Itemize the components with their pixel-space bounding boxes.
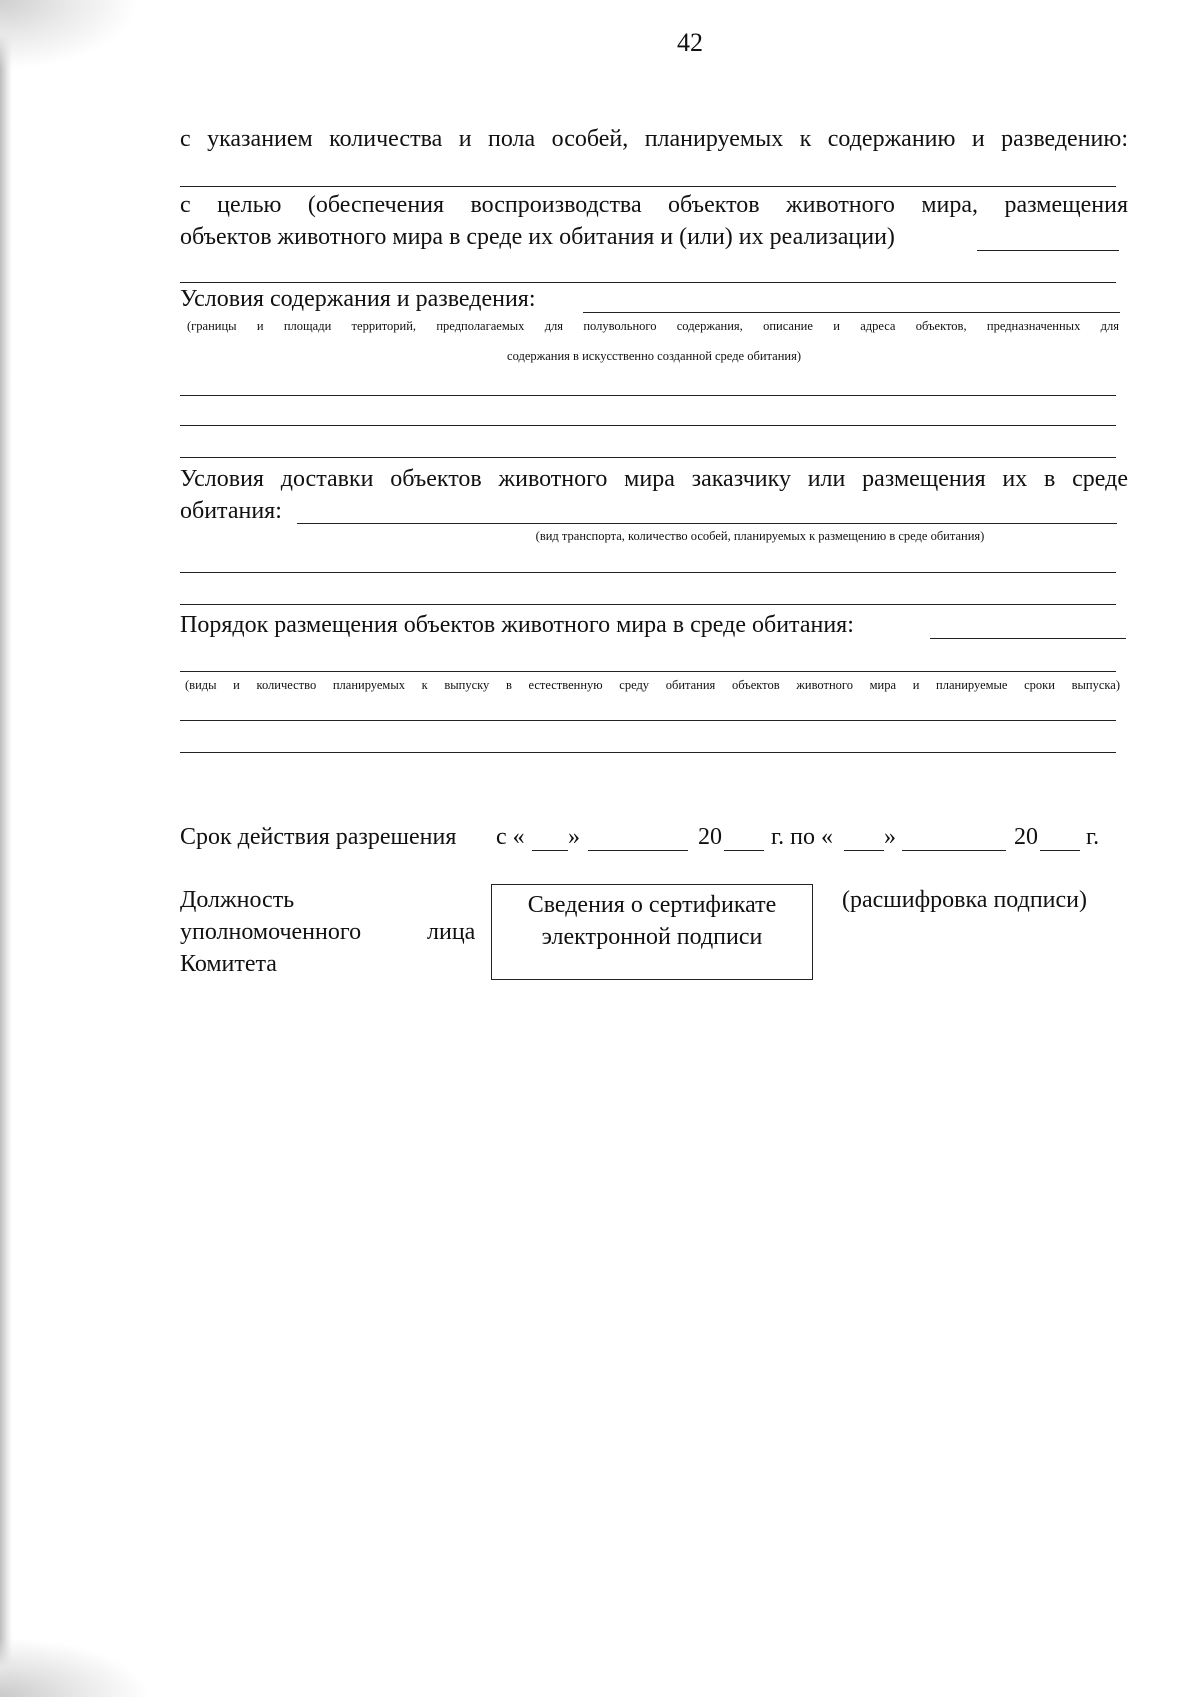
validity-year-suffix: г.: [1086, 824, 1100, 850]
delivery-text-line1: Условия доставки объектов животного мира заказчику или размещения их в среде: [180, 466, 1128, 492]
purpose-text-line2: объектов животного мира в среде их обитания и (или) их реализации): [180, 224, 895, 250]
signature-certificate-box: [491, 884, 813, 980]
certificate-line1: Сведения о сертификате: [527, 892, 777, 918]
placement-label: Порядок размещения объектов животного мира в среде обитания:: [180, 612, 854, 638]
blank-line: [180, 671, 1116, 672]
delivery-hint: (вид транспорта, количество особей, планируемых к размещению в среде обитания): [535, 529, 985, 543]
validity-to-prefix: г. по «: [771, 824, 833, 850]
blank-line: [180, 604, 1116, 605]
validity-year-prefix: 20: [698, 824, 722, 850]
position-label-line2: уполномоченного: [180, 919, 362, 945]
validity-year-prefix: 20: [1014, 824, 1038, 850]
page-number: 42: [677, 28, 703, 57]
blank-line: [180, 425, 1116, 426]
delivery-text-line2: обитания:: [180, 498, 282, 524]
blank-line: [180, 572, 1116, 573]
validity-label: Срок действия разрешения: [180, 824, 457, 850]
blank-line: [180, 752, 1116, 753]
conditions-hint-line2: содержания в искусственно созданной среде обитания): [507, 349, 801, 363]
blank-line: [1040, 850, 1080, 851]
validity-from-prefix: с «: [496, 824, 525, 850]
blank-line: [180, 720, 1116, 721]
blank-line: [180, 282, 1116, 283]
blank-line: [180, 186, 1116, 187]
scan-shadow-left: [0, 0, 12, 1697]
blank-line: [180, 457, 1116, 458]
placement-hint: (виды и количество планируемых к выпуску в естественную среду обитания объектов животного мира и планируемые сроки выпуска): [185, 678, 1120, 692]
blank-line: [724, 850, 764, 851]
blank-line: [977, 250, 1119, 251]
validity-quote-close: »: [884, 824, 896, 850]
quantity-sex-text: с указанием количества и пола особей, планируемых к содержанию и разведению:: [180, 126, 1128, 152]
blank-line: [844, 850, 884, 851]
blank-line: [588, 850, 688, 851]
signature-decoding: (расшифровка подписи): [842, 887, 1087, 913]
blank-line: [902, 850, 1006, 851]
scan-artifact-bottom: [0, 1637, 150, 1697]
position-label-line2-end: лица: [427, 919, 476, 945]
blank-line: [180, 395, 1116, 396]
blank-line: [297, 523, 1117, 524]
position-label-line1: Должность: [180, 887, 295, 913]
blank-line: [532, 850, 568, 851]
certificate-line2: электронной подписи: [541, 924, 763, 950]
validity-quote-close: »: [568, 824, 580, 850]
conditions-label: Условия содержания и разведения:: [180, 286, 536, 312]
blank-line: [583, 312, 1120, 313]
position-label-line3: Комитета: [180, 951, 277, 977]
conditions-hint-line1: (границы и площади территорий, предполагаемых для полувольного содержания, описание и адреса объектов, предназначенных для: [187, 319, 1119, 333]
blank-line: [930, 638, 1126, 639]
purpose-text-line1: с целью (обеспечения воспроизводства объектов животного мира, размещения: [180, 192, 1128, 218]
